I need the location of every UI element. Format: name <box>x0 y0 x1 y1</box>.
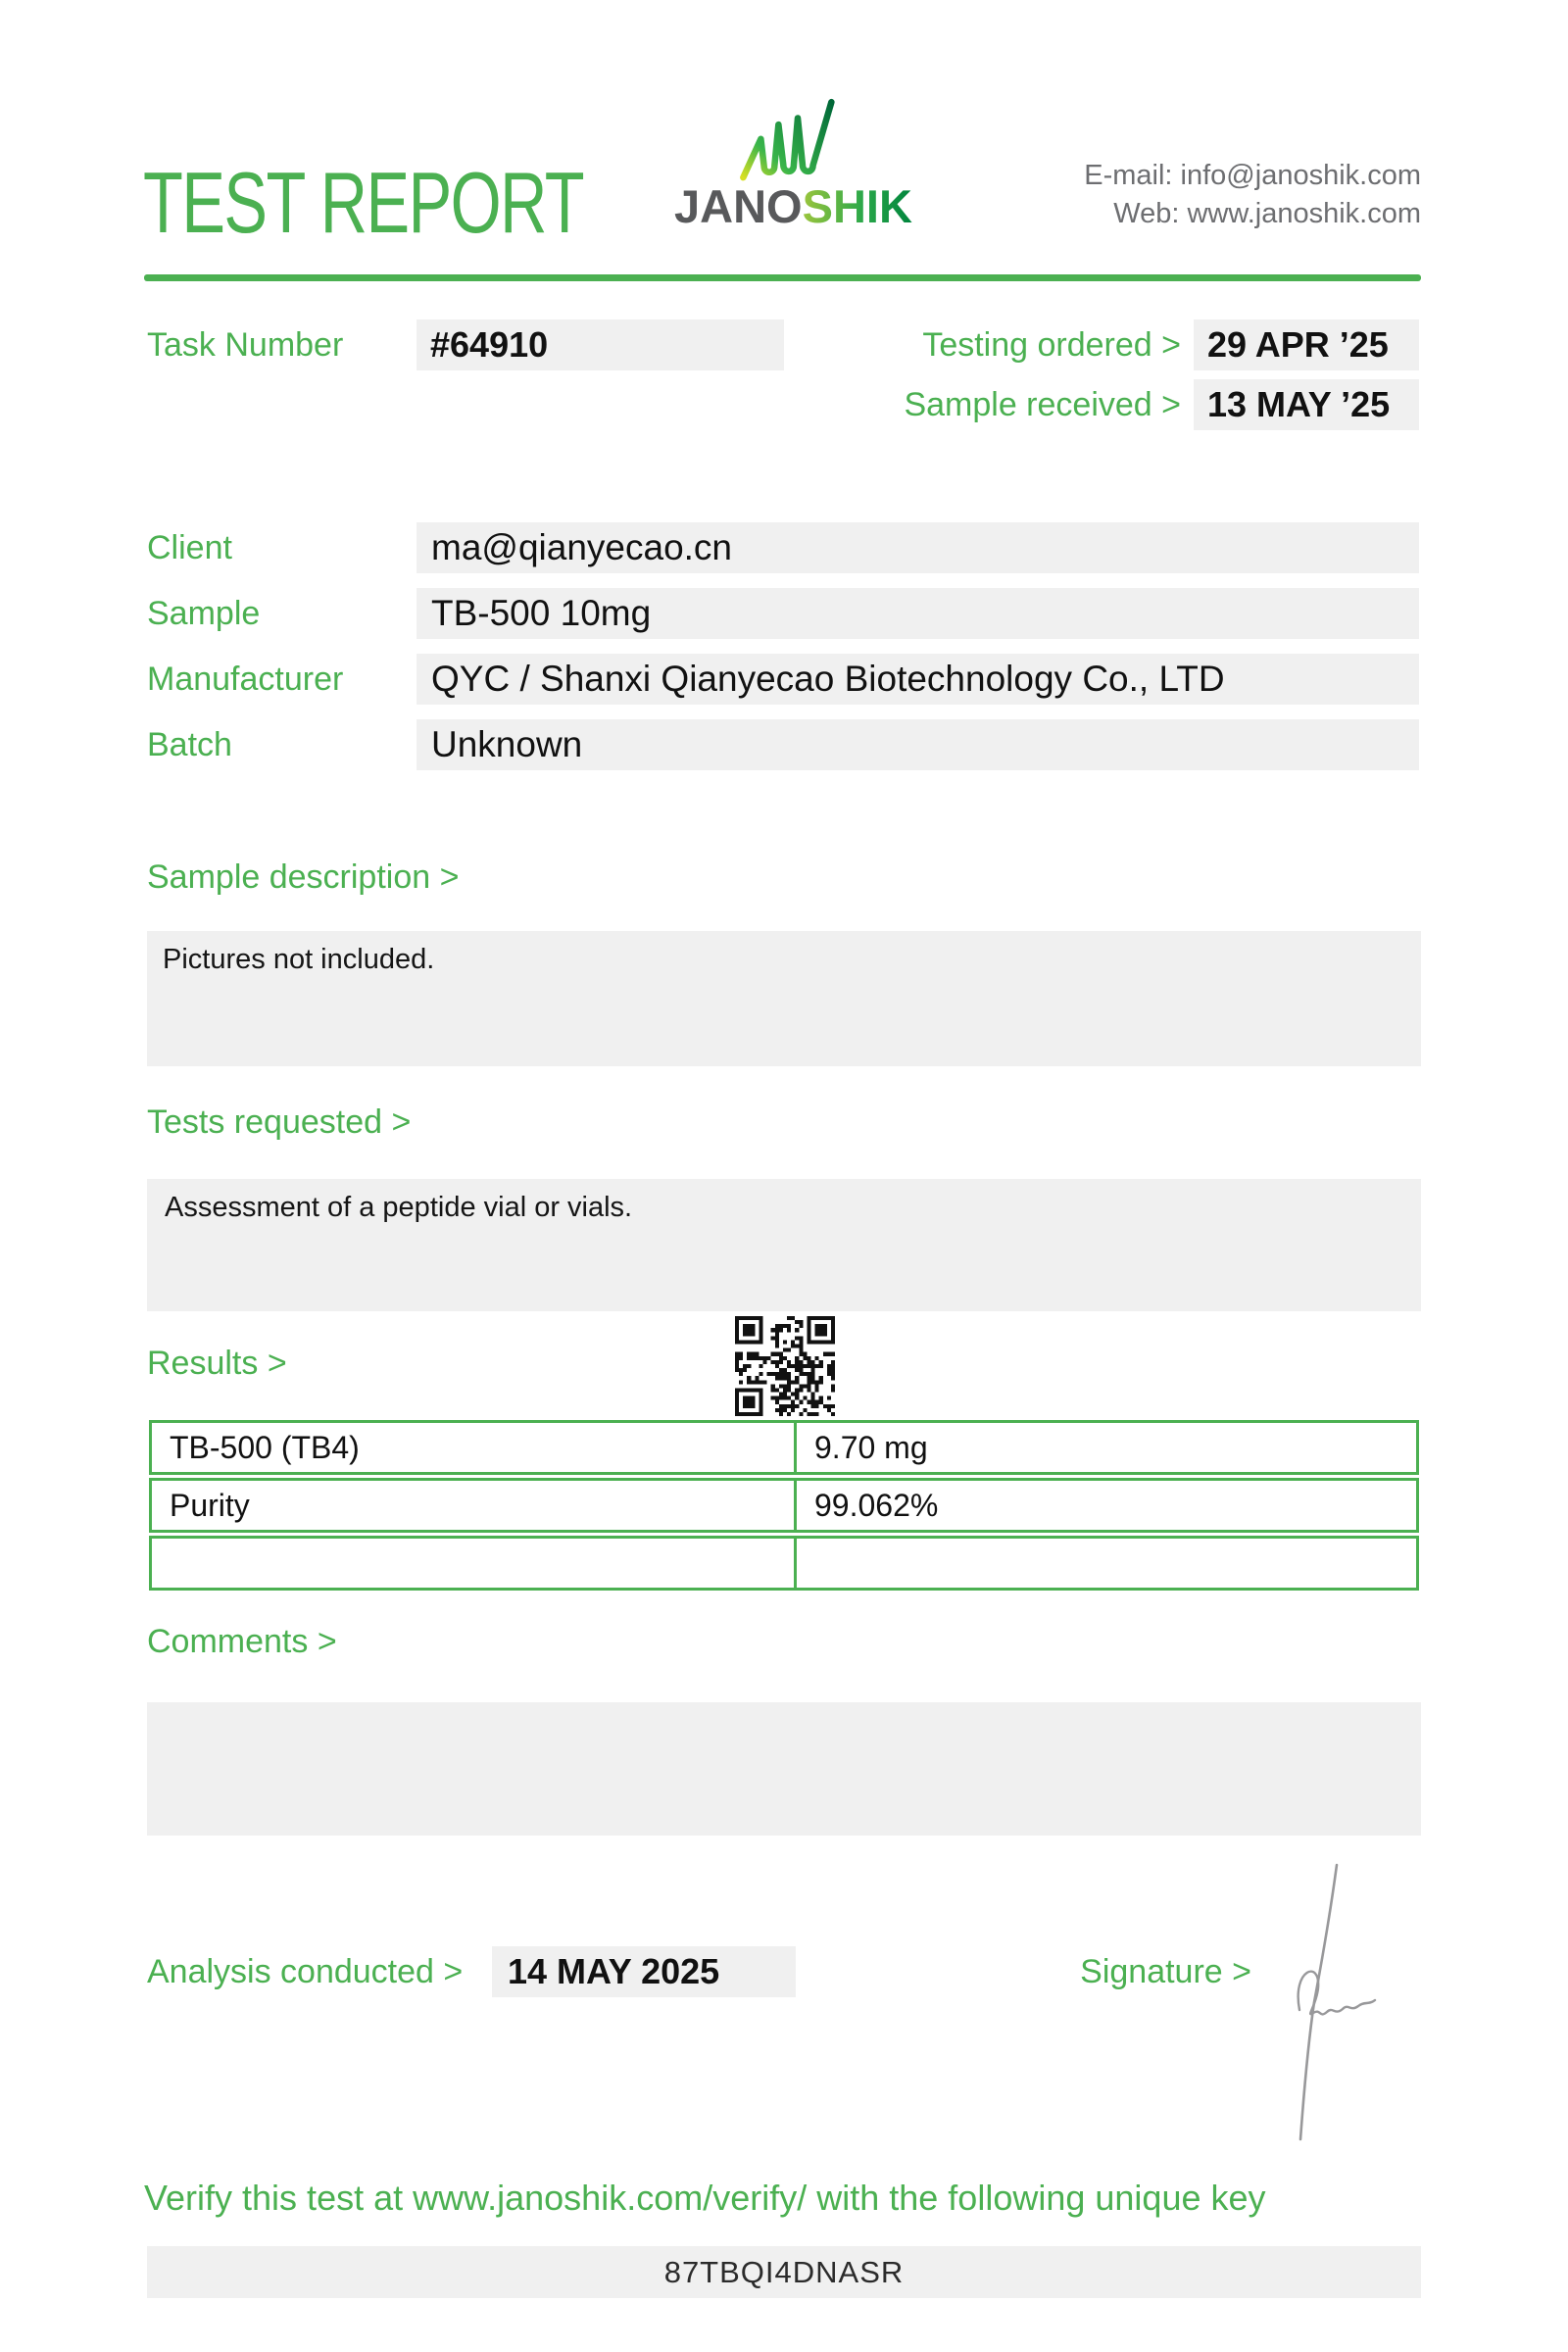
detail-row-sample <box>147 588 1419 639</box>
result-name: TB-500 (TB4) <box>170 1429 360 1465</box>
unique-key-value: 87TBQI4DNASR <box>147 2246 1421 2298</box>
sample-details <box>147 522 1419 785</box>
brand-logo <box>674 94 912 232</box>
wordmark-green-part: SHIK <box>802 180 912 232</box>
results-heading: Results > <box>147 1345 287 1382</box>
signature-label: Signature > <box>1080 1952 1251 1990</box>
batch-value: Unknown <box>416 719 1419 770</box>
result-value: 9.70 mg <box>794 1423 1416 1472</box>
task-number-label: Task Number <box>147 325 344 364</box>
testing-ordered-value: 29 APR ’25 <box>1194 319 1419 370</box>
result-name: Purity <box>170 1487 250 1523</box>
sample-description-heading: Sample description > <box>147 858 460 896</box>
comments-box <box>147 1702 1421 1836</box>
tests-requested-box: Assessment of a peptide vial or vials. <box>147 1179 1421 1311</box>
contact-web: Web: www.janoshik.com <box>1113 198 1421 229</box>
qr-code <box>735 1316 835 1416</box>
result-name <box>152 1539 794 1588</box>
task-number-value: #64910 <box>416 319 784 370</box>
client-value: ma@qianyecao.cn <box>416 522 1419 573</box>
batch-label: Batch <box>147 725 232 763</box>
comments-heading: Comments > <box>147 1623 337 1660</box>
contact-block <box>1084 157 1421 233</box>
detail-row-batch <box>147 719 1419 770</box>
sample-label: Sample <box>147 594 261 632</box>
client-label: Client <box>147 528 232 566</box>
results-table <box>149 1420 1419 1593</box>
manufacturer-label: Manufacturer <box>147 660 344 698</box>
sample-received-value: 13 MAY ’25 <box>1194 379 1419 430</box>
analysis-date-value: 14 MAY 2025 <box>492 1946 796 1997</box>
detail-row-client <box>147 522 1419 573</box>
contact-email: E-mail: info@janoshik.com <box>1084 160 1421 191</box>
verify-instruction: Verify this test at www.janoshik.com/verify/ with the following unique key <box>144 2178 1266 2218</box>
manufacturer-value: QYC / Shanxi Qianyecao Biotechnology Co., LTD <box>416 654 1419 705</box>
table-row <box>149 1420 1419 1475</box>
signature-image <box>1264 1855 1411 2149</box>
testing-ordered-label: Testing ordered > <box>922 325 1181 364</box>
sample-value: TB-500 10mg <box>416 588 1419 639</box>
table-row <box>149 1478 1419 1533</box>
result-value: 99.062% <box>794 1481 1416 1530</box>
wordmark-dark-part: JANO <box>674 180 803 232</box>
result-value <box>794 1539 1416 1588</box>
sample-received-label: Sample received > <box>904 385 1181 423</box>
brand-wordmark <box>674 180 912 232</box>
header-divider <box>144 274 1421 281</box>
analysis-conducted-label: Analysis conducted > <box>147 1952 464 1990</box>
table-row <box>149 1536 1419 1591</box>
sample-description-box: Pictures not included. <box>147 931 1421 1066</box>
growth-chart-icon <box>734 94 844 182</box>
detail-row-manufacturer <box>147 654 1419 705</box>
page-title: TEST REPORT <box>143 154 584 251</box>
tests-requested-heading: Tests requested > <box>147 1103 412 1141</box>
